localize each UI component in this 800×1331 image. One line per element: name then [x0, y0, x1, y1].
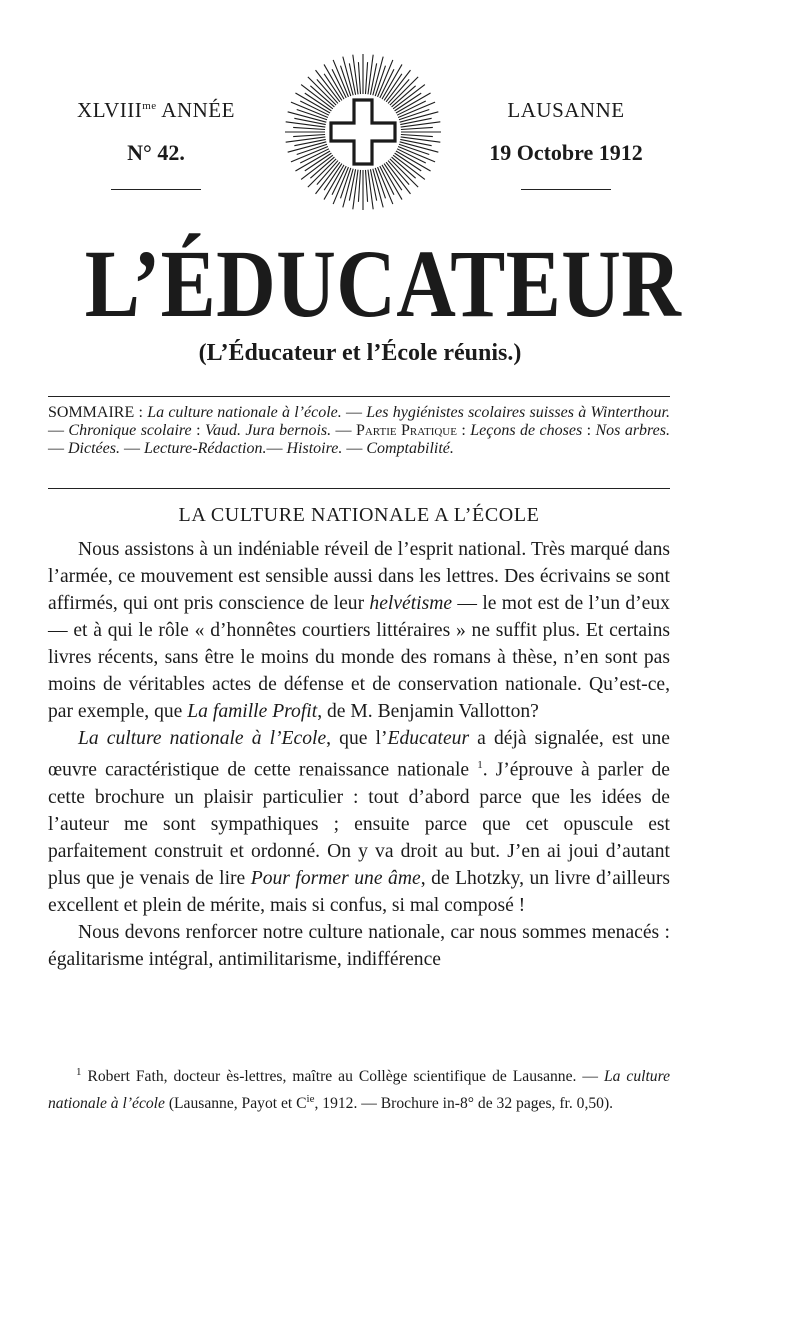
masthead-subtitle: (L’Éducateur et l’École réunis.): [198, 340, 522, 366]
city: LAUSANNE: [507, 98, 625, 122]
summary-block: SOMMAIRE : La culture nationale à l’école. — Les hygiénistes scolaires suisses à Winterthour. — Chronique scolaire : Vaud. Jura bernois. — Partie Pratique : Leçons de choses : Nos arbres. — Dictées. — Lecture-Rédaction.— Histoire. — Comptabilité.: [48, 404, 671, 457]
paragraph: Nous devons renforcer notre culture nationale, car nous sommes menacés : égalitarisme intégral, antimilitarisme, indifférence: [48, 921, 670, 970]
article-title: LA CULTURE NATIONALE A L’ÉCOLE: [178, 504, 540, 526]
footnote-reference: 1: [477, 759, 483, 771]
summary-label: SOMMAIRE :: [48, 404, 143, 421]
header-volume-block: [56, 100, 256, 190]
summary-item-detail: Vaud. Jura bernois.: [204, 421, 332, 439]
summary-item: Les hygiénistes scolaires suisses à Winterthour.: [366, 404, 671, 421]
header-date-block: [466, 100, 666, 190]
summary-item: Chronique scolaire: [68, 421, 192, 439]
issue-date: 19 Octobre 1912: [489, 140, 643, 165]
swiss-cross-emblem-icon: [283, 52, 443, 212]
article-body: [48, 536, 670, 973]
summary-item: Comptabilité.: [366, 439, 454, 457]
summary-item: Lecture-Rédaction.: [143, 439, 267, 457]
issue-number: N° 42.: [127, 140, 185, 165]
summary-item: La culture nationale à l’école.: [147, 404, 342, 421]
summary-item-detail: Nos arbres.: [595, 421, 671, 439]
summary-section-label: Partie Pratique: [355, 421, 457, 439]
summary-item: Leçons de choses: [470, 421, 583, 439]
summary-bottom-rule: [48, 488, 670, 489]
summary-top-rule: [48, 396, 670, 397]
footnote: $^1$ Robert Fath, docteur ès-lettres, maître au Collège scientifique de Lausanne. — La culture nationale à l’école (Lausanne, Payot et C$^{ie}$, 1912. — Brochure in-8° de 32 pages, fr. 0,50).: [48, 1066, 670, 1113]
paragraph: La culture nationale à l’Ecole, que l’Educateur a déjà signalée, est une œuvre caractéristique de cette renaissance nationale $^1$. J’éprouve à parler de cette brochure un plaisir particulier : tout d’abord parce que les idées de l’auteur me sont sympathiques ; ensuite parce que cet opuscule est parfaitement construit et ordonné. On y va droit au but. J’en ai joui d’autant plus que je venais de lire Pour former une âme, de Lhotzky, un livre d’ailleurs excellent et plein de mérite, mais si confus, si mal composé !: [48, 728, 670, 916]
summary-item: Histoire.: [286, 439, 343, 457]
masthead-title: L’ÉDUCATEUR: [84, 230, 682, 337]
paragraph: Nous assistons à un indéniable réveil de l’esprit national. Très marqué dans l’armée, ce mouvement est sensible aussi dans les lettres. Des écrivains se sont affirmés, qui ont pris conscience de leur helvétisme — le mot est de l’un d’eux — et à qui le rôle « d’honnêtes courtiers littéraires » ne suffit plus. Et certains livres récents, sans être le moins du monde des romans à thèse, n’en sont pas moins de véritables actes de défense et de conservation nationale. Qu’est-ce, par exemple, que La famille Profit, de M. Benjamin Vallotton?: [48, 539, 670, 722]
header-left-rule: [111, 189, 201, 190]
footnote-number: 1: [76, 1066, 82, 1078]
header-right-rule: [521, 189, 611, 190]
volume-year: $XLVIII^{me}$ ANNÉE: [77, 98, 235, 122]
summary-item: Dictées.: [68, 439, 120, 457]
